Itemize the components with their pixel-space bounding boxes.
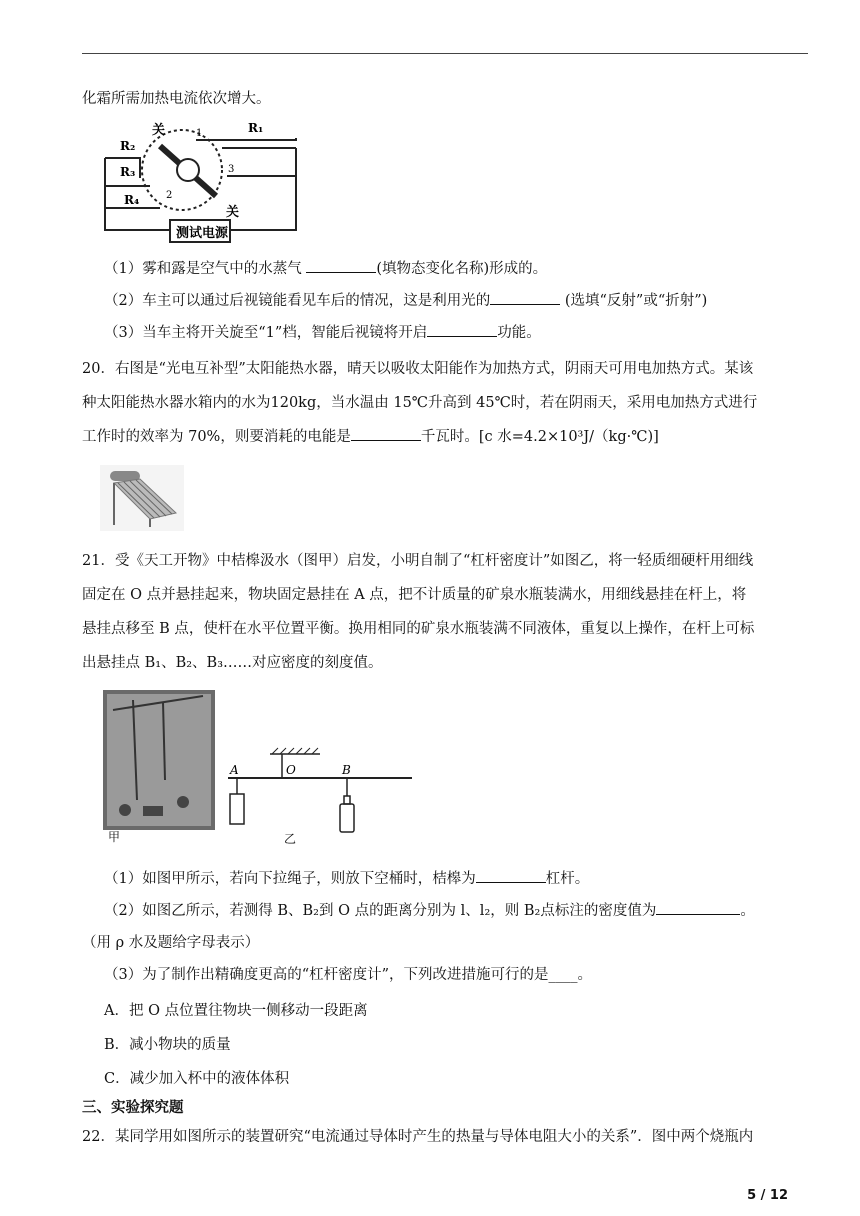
answer-blank[interactable] (306, 258, 376, 273)
q21-line: 悬挂点移至 B 点，使杆在水平位置平衡。换用相同的矿泉水瓶装满不同液体，重复以上操作，在杆上可标 (82, 621, 755, 637)
circuit-label: 3 (228, 164, 235, 175)
circuit-diagram (100, 118, 300, 246)
option-c: C．减少加入杯中的液体体积 (104, 1071, 290, 1087)
figure-label-yi: 乙 (284, 832, 297, 846)
circuit-label: R₃ (120, 165, 136, 179)
text-line: 化霜所需加热电流依次增大。 (82, 91, 271, 107)
figure-label-jia: 甲 (108, 830, 121, 844)
circuit-label: 2 (166, 190, 173, 201)
circuit-label: 关 (152, 123, 166, 138)
answer-blank[interactable] (490, 290, 560, 305)
circuit-label: R₁ (248, 121, 264, 135)
q20-line3: 工作时的效率为 70%，则要消耗的电能是 千瓦时。[c 水=4.2×10³J/（kg·℃)] (82, 426, 808, 448)
option-b: B．减小物块的质量 (104, 1037, 231, 1053)
q21-part2-note: （用 ρ 水及题给字母表示） (82, 935, 260, 951)
answer-blank[interactable] (427, 322, 497, 337)
circuit-label: 1 (196, 128, 203, 139)
q21-line: 出悬挂点 B₁、B₂、B₃……对应密度的刻度值。 (82, 655, 383, 671)
circuit-label: R₂ (120, 139, 136, 153)
point-label-O: O (286, 763, 296, 777)
q21-line: 固定在 O 点并悬挂起来，物块固定悬挂在 A 点，把不计质量的矿泉水瓶装满水，用细线悬挂在杆上，将 (82, 587, 747, 603)
q20-line: 种太阳能热水器水箱内的水为120kg，当水温由 15℃升高到 45℃时，若在阴雨天，采用电加热方式进行 (82, 395, 758, 411)
circuit-label: 关 (226, 205, 240, 220)
circuit-label: 测试电源 (176, 226, 229, 241)
page-number: 5 / 12 (747, 1188, 788, 1203)
answer-blank[interactable] (351, 426, 421, 441)
solar-water-heater-image (100, 465, 184, 531)
circuit-label: R₄ (124, 193, 140, 207)
answer-blank[interactable] (476, 868, 546, 883)
point-label-B: B (342, 763, 351, 777)
q21-part2: （2）如图乙所示，若测得 B、B₂到 O 点的距离分别为 l、l₂，则 B₂点标注的密度值为 。 (104, 900, 830, 922)
section-heading: 三、实验探究题 (82, 1100, 184, 1116)
point-label-A: A (230, 763, 239, 777)
q19-part3: （3）当车主将开关旋至“1”档，智能后视镜将开启 功能。 (104, 322, 830, 344)
header-rule (82, 53, 808, 54)
q21-line: 21．受《天工开物》中桔槔汲水（图甲）启发，小明自制了“杠杆密度计”如图乙，将一轻质细硬杆用细线 (82, 553, 754, 569)
answer-blank[interactable] (656, 900, 740, 915)
q20-line: 20．右图是“光电互补型”太阳能热水器，晴天以吸收太阳能作为加热方式，阴雨天可用电加热方式。某该 (82, 361, 754, 377)
q21-part1: （1）如图甲所示，若向下拉绳子，则放下空桶时，桔槔为 杠杆。 (104, 868, 830, 890)
figure-yi-lever-densimeter (220, 740, 420, 840)
option-a: A．把 O 点位置往物块一侧移动一段距离 (104, 1003, 368, 1019)
figure-jia-well-sweep (103, 690, 215, 830)
q22-line: 22．某同学用如图所示的装置研究“电流通过导体时产生的热量与导体电阻大小的关系”．图中两个烧瓶内 (82, 1129, 754, 1145)
q19-part1: （1）雾和露是空气中的水蒸气 (填物态变化名称)形成的。 (104, 258, 830, 280)
q19-part2: （2）车主可以通过后视镜能看见车后的情况，这是利用光的 (选填“反射”或“折射”) (104, 290, 830, 312)
q21-part3: （3）为了制作出精确度更高的“杠杆密度计”，下列改进措施可行的是____。 (104, 967, 593, 983)
